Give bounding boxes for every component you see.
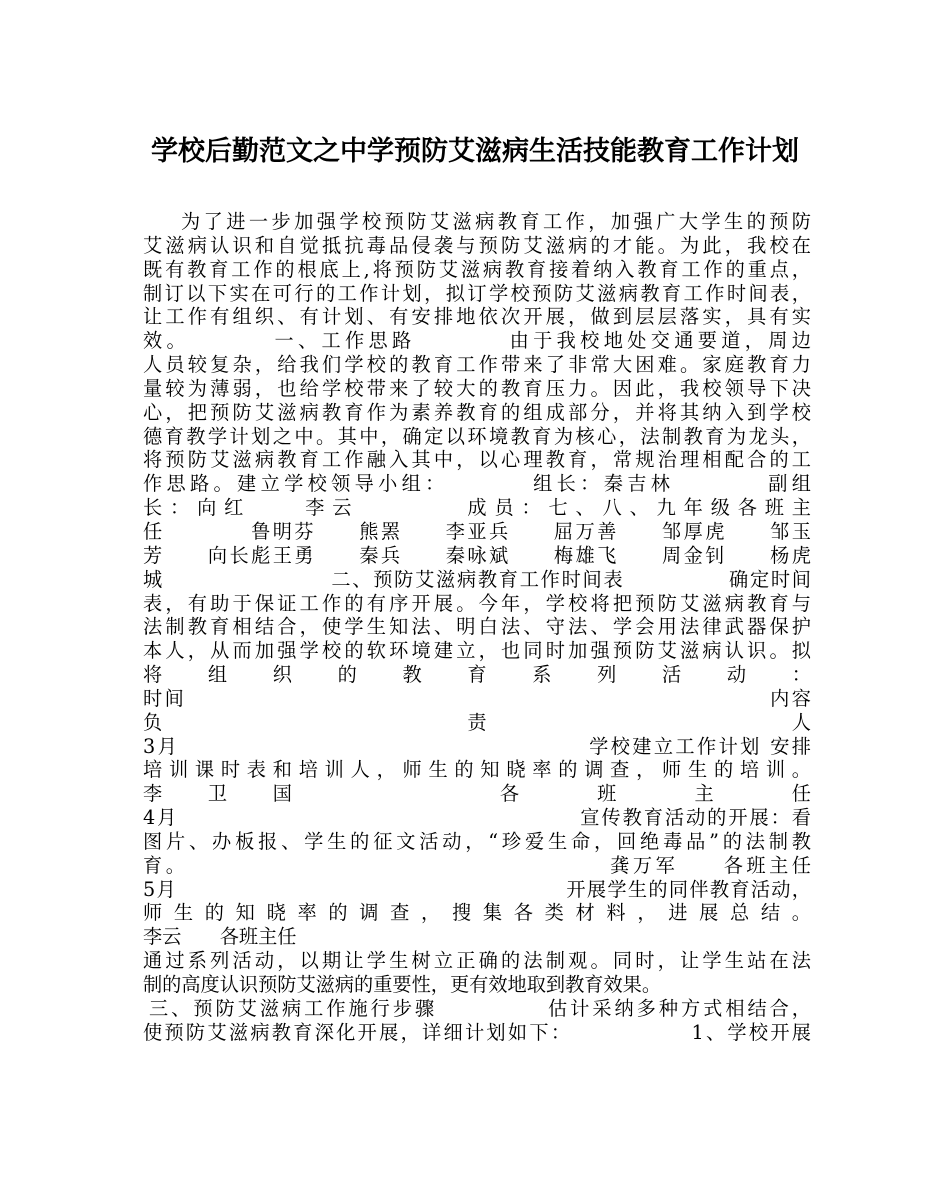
body-line: 为了进一步加强学校预防艾滋病教育工作，加强广大学生的预防 (181, 210, 811, 233)
table-header-line: 负 责 人 (143, 710, 811, 734)
document-title: 学校后勤范文之中学预防艾滋病生活技能教育工作计划 (151, 136, 799, 167)
body-line: 心，把预防艾滋病教育作为素养教育的组成部分，并将其纳入到学校 (143, 400, 811, 424)
table-row-line: 李云 各班主任 (143, 925, 297, 949)
section-heading-line: 三、预防艾滋病工作施行步骤 估计采纳多种方式相结合， (149, 996, 811, 1020)
body-line: 既有教育工作的根底上,将预防艾滋病教育接着纳入教育工作的重点， (143, 257, 811, 281)
body-line: 长：向红 李云 成员：七、八、九年级各班主 (143, 496, 811, 520)
body-line: 通过系列活动，以期让学生树立正确的法制观。同时，让学生站在法 (143, 949, 811, 973)
body-line: 艾滋病认识和自觉抵抗毒品侵袭与预防艾滋病的才能。为此，我校在 (143, 233, 811, 257)
body-line: 将预防艾滋病教育工作融入其中，以心理教育，常规治理相配合的工 (143, 448, 811, 472)
body-line: 城 二、预防艾滋病教育工作时间表 确定时间 (143, 567, 811, 591)
table-row-line: 5月 开展学生的同伴教育活动， (143, 877, 811, 901)
body-line: 表，有助于保证工作的有序开展。今年，学校将把预防艾滋病教育与 (143, 591, 811, 615)
body-line: 使预防艾滋病教育深化开展，详细计划如下： 1、学校开展 (143, 1020, 811, 1044)
body-line: 德育教学计划之中。其中，确定以环境教育为核心，法制教育为龙头， (143, 424, 811, 448)
body-line: 效。 一、工作思路 由于我校地处交通要道，周边 (143, 329, 811, 353)
body-line: 将组织的教育系列活动： (143, 663, 811, 687)
body-line: 作思路。建立学校领导小组： 组长：秦吉林 副组 (143, 472, 811, 496)
body-line: 让工作有组织、有计划、有安排地依次开展，做到层层落实，具有实 (143, 305, 811, 329)
body-line: 任 鲁明芬 熊罴 李亚兵 屈万善 邹厚虎 邹玉 (143, 519, 811, 543)
table-row-line: 3月 学校建立工作计划 安排 (143, 734, 811, 758)
table-row-line: 4月 宣传教育活动的开展：看 (143, 806, 811, 830)
body-line: 芳 向长彪王勇 秦兵 秦咏斌 梅雄飞 周金钊 杨虎 (143, 543, 811, 567)
body-line: 制的高度认识预防艾滋病的重要性，更有效地取到教育效果。 (143, 973, 662, 996)
table-row-line: 图片、办板报、学生的征文活动，“珍爱生命，回绝毒品”的法制教 (143, 829, 811, 853)
table-row-line: 李 卫 国 各 班 主 任 (143, 782, 811, 806)
document-body (143, 210, 811, 1045)
table-row-line: 师生的知晓率的调查，搜集各类材料，进展总结。 (143, 901, 811, 925)
body-line: 本人，从而加强学校的软环境建立，也同时加强预防艾滋病认识。拟 (143, 639, 811, 663)
body-line: 量较为薄弱，也给学校带来了较大的教育压力。因此，我校领导下决 (143, 376, 811, 400)
body-line: 法制教育相结合，使学生知法、明白法、守法、学会用法律武器保护 (143, 615, 811, 639)
body-line: 制订以下实在可行的工作计划，拟订学校预防艾滋病教育工作时间表， (143, 281, 811, 305)
body-line: 人员较复杂，给我们学校的教育工作带来了非常大困难。家庭教育力 (143, 353, 811, 377)
table-header-line: 时间 内容 (143, 686, 811, 710)
table-row-line: 育。 龚万军 各班主任 (143, 853, 811, 877)
table-row-line: 培训课时表和培训人，师生的知晓率的调查，师生的培训。 (143, 758, 811, 782)
